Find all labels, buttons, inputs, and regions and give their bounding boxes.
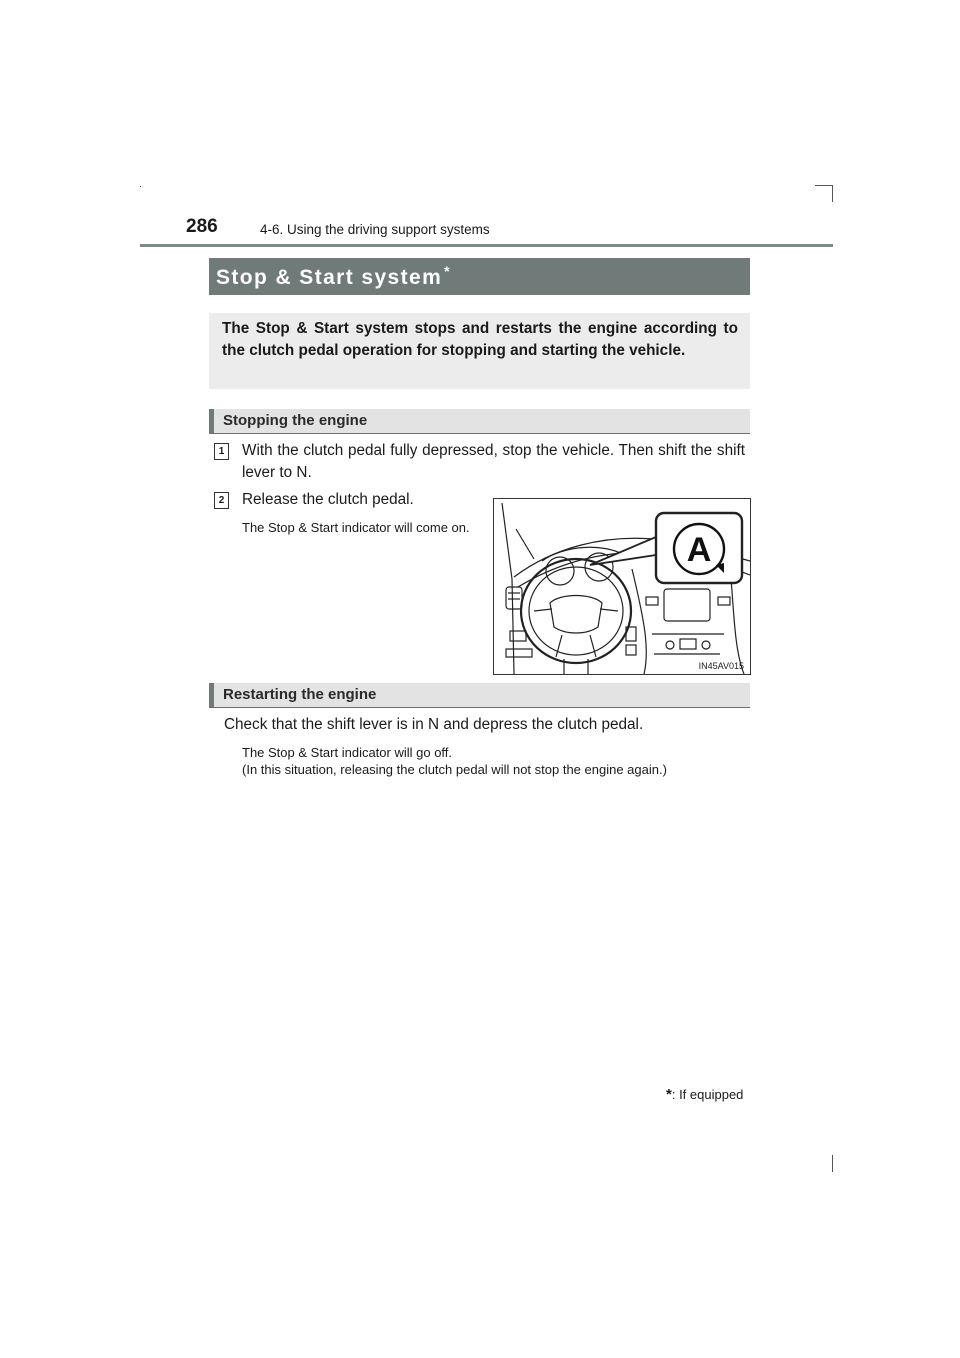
figure-code: IN45AV015 [698,661,744,671]
intro-text: The Stop & Start system stops and restarts the engine according to the clutch pedal operation for stopping and starting the vehicle. [222,320,738,359]
subheading-restarting [209,683,750,708]
crop-mark [815,185,832,186]
subheading-stopping-label: Stopping the engine [223,412,368,429]
dashboard-illustration [493,498,751,675]
section-title [216,263,450,290]
header-rule [140,244,833,247]
if-equipped-marker: * [444,263,450,279]
subheading-stopping [209,409,750,434]
page-number: 286 [186,216,218,237]
subheading-accent [209,409,214,433]
subheading-restarting-label: Restarting the engine [223,686,377,703]
section-title-bar [209,258,750,295]
restart-note-line2: (In this situation, releasing the clutch pedal will not stop the engine again.) [242,762,667,777]
section-title-label: Stop & Start system [216,266,443,289]
restart-instruction: Check that the shift lever is in N and depress the clutch pedal. [224,716,644,733]
crop-mark [832,1155,833,1172]
step-2-note: The Stop & Start indicator will come on. [242,520,470,535]
intro-box [209,313,750,389]
subheading-accent [209,683,214,707]
step-2-text: Release the clutch pedal. [242,491,414,508]
crop-mark [140,186,141,187]
footnote-marker: * [666,1086,672,1103]
step-1-text: With the clutch pedal fully depressed, stop the vehicle. Then shift the shift lever to N. [242,442,745,481]
restart-note-line1: The Stop & Start indicator will go off. [242,745,453,760]
footnote-text: : If equipped [671,1087,744,1102]
step-number-1: 1 [214,443,229,460]
section-breadcrumb: 4-6. Using the driving support systems [260,222,490,237]
callout-label: A [686,531,712,569]
crop-mark [832,185,833,202]
step-number-2: 2 [214,492,229,509]
footnote [666,1086,743,1103]
